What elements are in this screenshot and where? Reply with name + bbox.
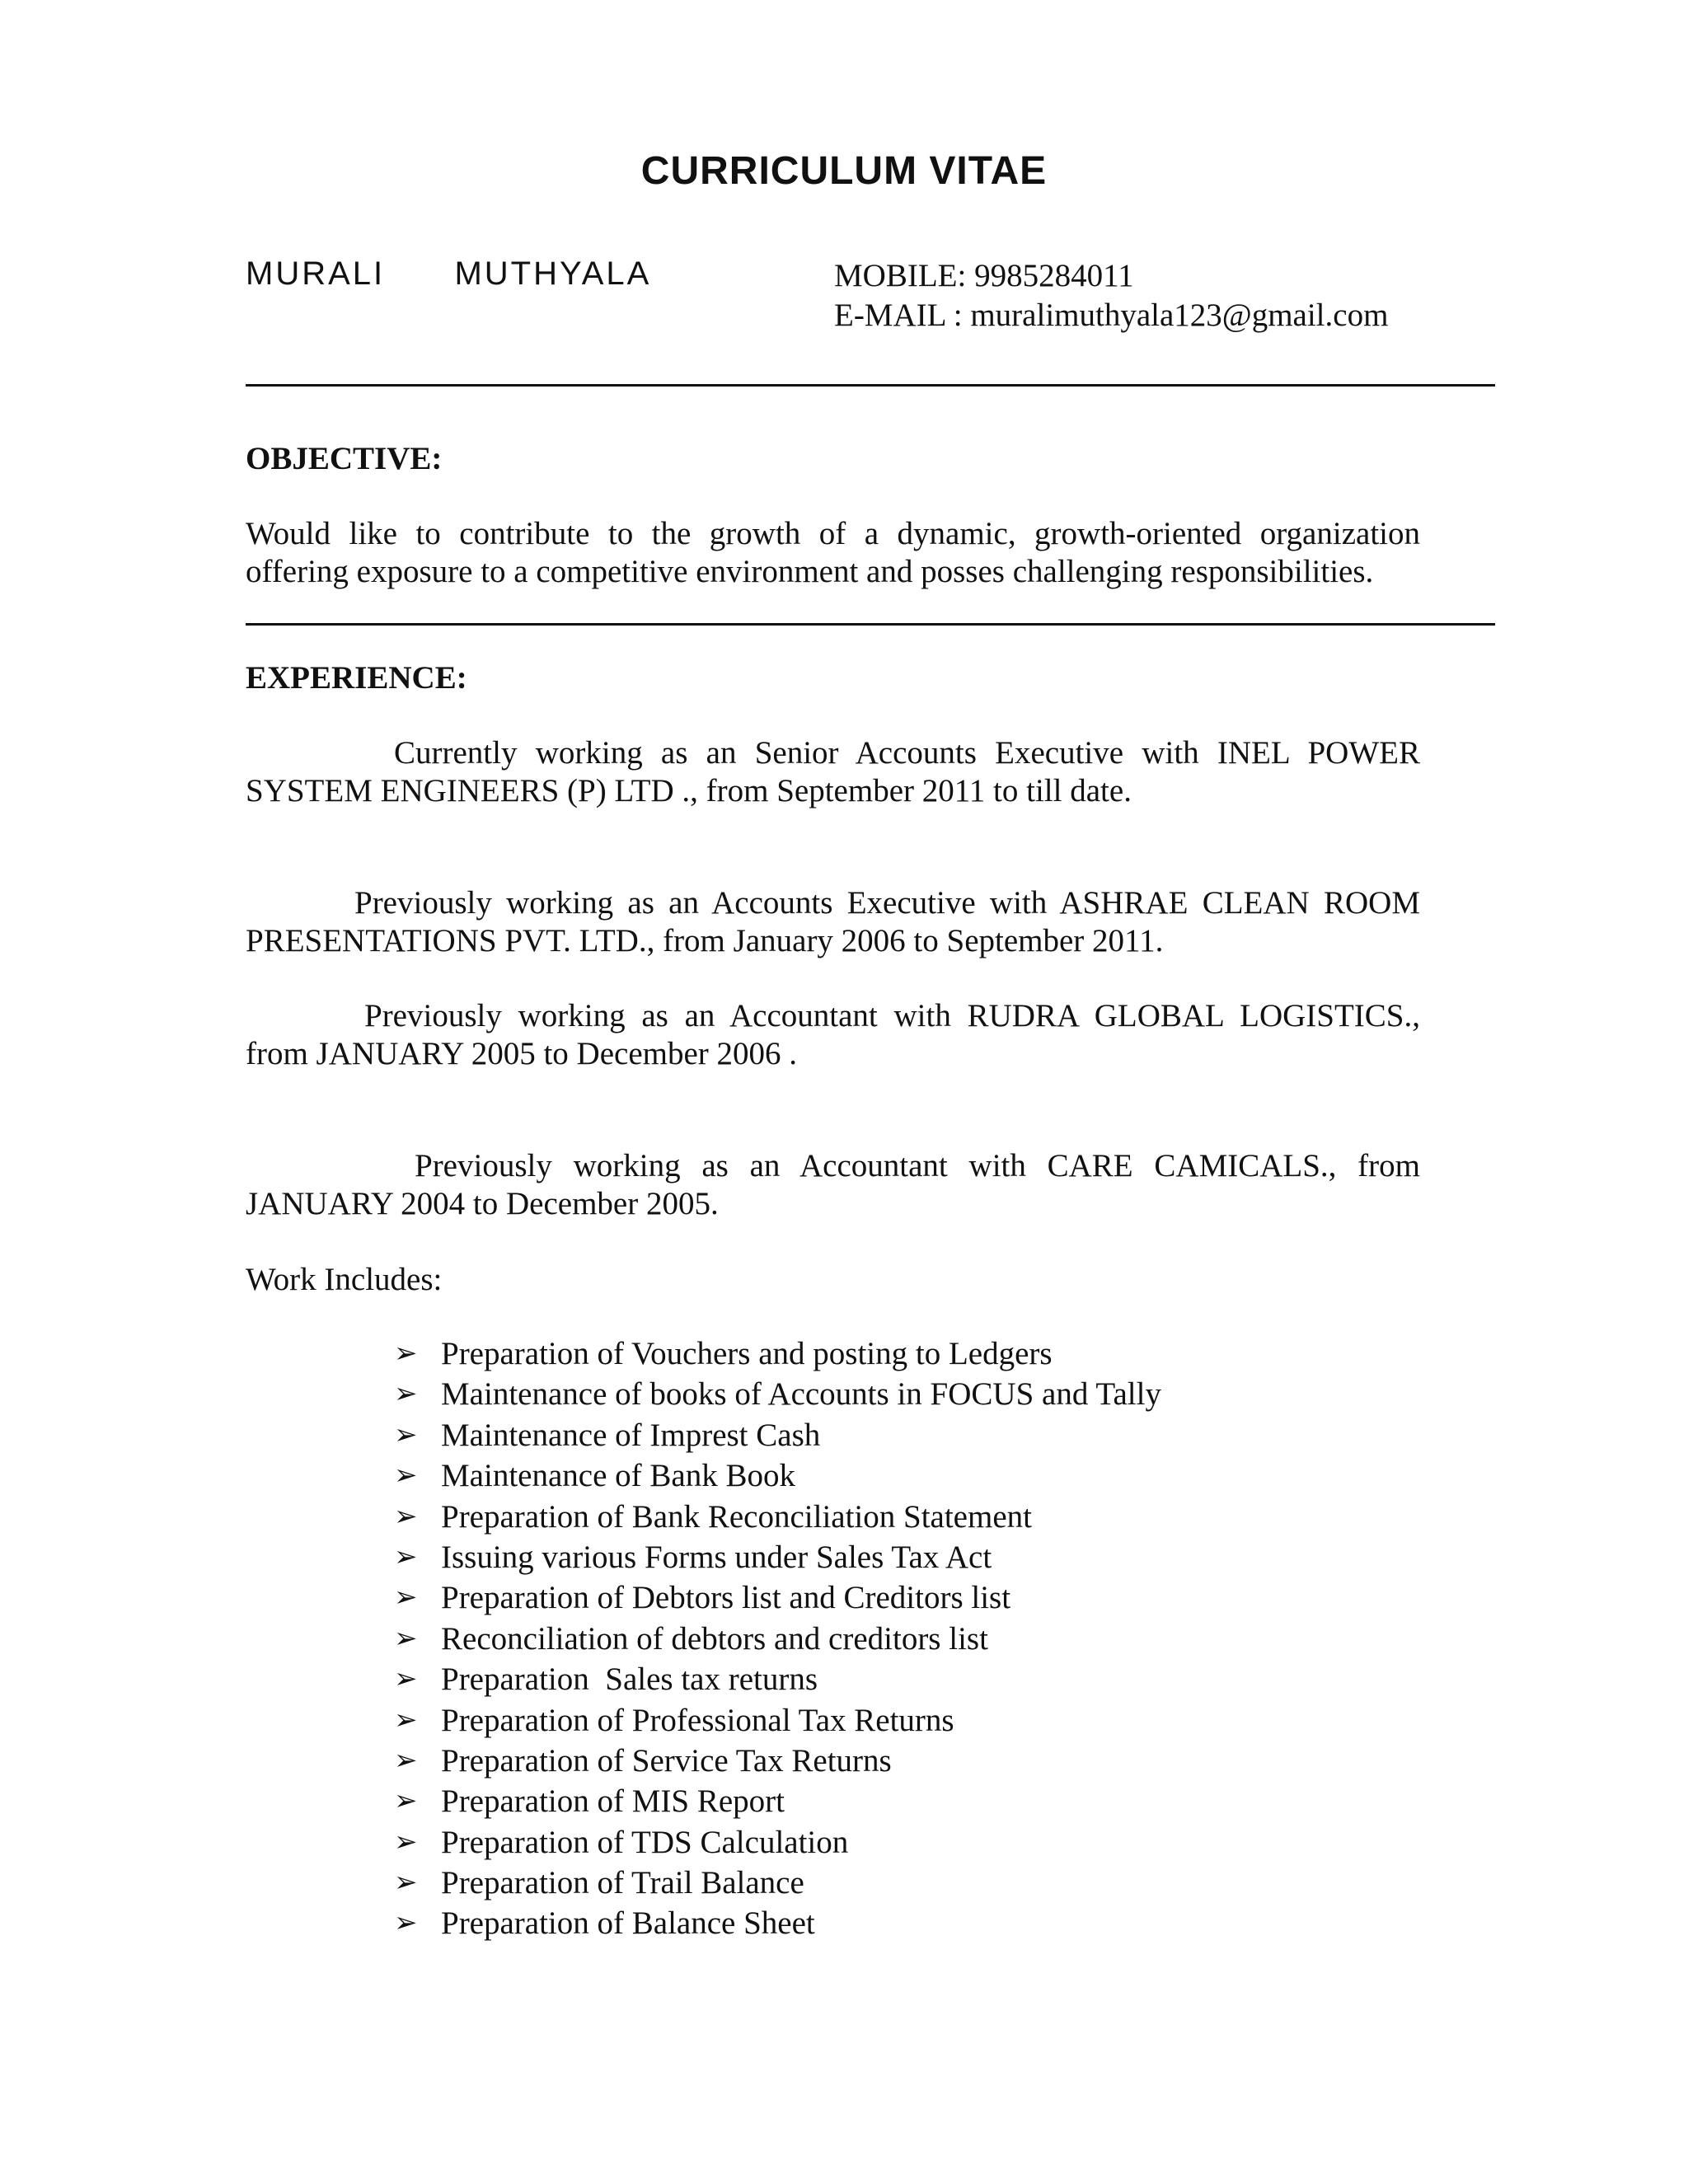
arrow-bullet-icon: ➢ [394,1621,418,1655]
list-item [394,1741,1161,1781]
arrow-bullet-icon: ➢ [394,1337,418,1370]
list-item [394,1700,1161,1741]
list-item-text: Preparation of Service Tax Returns [441,1742,892,1779]
arrow-bullet-icon: ➢ [394,1499,418,1533]
arrow-bullet-icon: ➢ [394,1377,418,1411]
list-item-text: Preparation of Vouchers and posting to Ledgers [441,1336,1053,1371]
experience-entry-line-1: Previously working as an Accounts Executive with ASHRAE CLEAN ROOM [354,885,1420,921]
list-item-text: Preparation of Debtors list and Creditors list [441,1580,1011,1616]
arrow-bullet-icon: ➢ [394,1662,418,1696]
list-item-text: Preparation Sales tax returns [441,1661,818,1698]
list-item [394,1577,1161,1618]
arrow-bullet-icon: ➢ [394,1418,418,1451]
experience-entry-line-1: Previously working as an Accountant with RUDRA GLOBAL LOGISTICS., [364,998,1420,1033]
list-item-text: Preparation of Trail Balance [441,1865,804,1901]
list-item-text: Preparation of Professional Tax Returns [441,1702,954,1738]
objective-text [246,515,1420,591]
list-item-text: Preparation of MIS Report [441,1783,785,1820]
list-item-text: Issuing various Forms under Sales Tax Act [441,1539,992,1575]
list-item-text: Maintenance of Imprest Cash [441,1417,821,1453]
list-item-text: Maintenance of books of Accounts in FOCUS and Tally [441,1376,1161,1413]
work-items-list [394,1333,1161,1944]
work-includes-label: Work Includes: [246,1262,443,1297]
mobile-number: MOBILE: 9985284011 [834,258,1134,293]
arrow-bullet-icon: ➢ [394,1581,418,1615]
list-item [394,1537,1161,1577]
document-title: CURRICULUM VITAE [640,149,1048,193]
arrow-bullet-icon: ➢ [394,1459,418,1493]
arrow-bullet-icon: ➢ [394,1703,418,1736]
arrow-bullet-icon: ➢ [394,1906,418,1940]
divider [246,384,1495,387]
list-item-text: Preparation of Bank Reconciliation Statement [441,1498,1032,1535]
arrow-bullet-icon: ➢ [394,1866,418,1900]
arrow-bullet-icon: ➢ [394,1743,418,1777]
experience-entry-line-1: Currently working as an Senior Accounts Executive with INEL POWER [394,735,1420,771]
arrow-bullet-icon: ➢ [394,1784,418,1818]
experience-entry-line-2: SYSTEM ENGINEERS (P) LTD ., from September 2011 to till date. [246,773,1132,808]
objective-line-1: Would like to contribute to the growth of a dynamic, growth-oriented organization [246,516,1420,551]
list-item [394,1863,1161,1903]
email-address: E-MAIL : muralimuthyala123@gmail.com [834,298,1389,333]
divider [246,623,1495,626]
list-item [394,1619,1161,1659]
experience-entry-line-1: Previously working as an Accountant with CARE CAMICALS., from [415,1148,1420,1183]
experience-entry [246,734,1420,810]
list-item [394,1374,1161,1414]
list-item-text: Maintenance of Bank Book [441,1458,795,1494]
list-item [394,1333,1161,1374]
experience-entry [246,884,1420,960]
list-item [394,1497,1161,1537]
experience-entry-line-2: from JANUARY 2005 to December 2006 . [246,1036,798,1071]
arrow-bullet-icon: ➢ [394,1825,418,1858]
experience-entry-line-2: JANUARY 2004 to December 2005. [246,1186,719,1221]
list-item-text: Preparation of Balance Sheet [441,1905,815,1942]
list-item-text: Reconciliation of debtors and creditors list [441,1620,988,1657]
experience-heading: EXPERIENCE: [246,660,467,696]
list-item [394,1903,1161,1943]
arrow-bullet-icon: ➢ [394,1540,418,1573]
list-item [394,1659,1161,1699]
list-item [394,1822,1161,1863]
list-item-text: Preparation of TDS Calculation [441,1824,849,1860]
experience-entry [246,997,1420,1073]
objective-line-2: offering exposure to a competitive environment and posses challenging responsibilities. [246,554,1374,589]
candidate-name: MURALI MUTHYALA [246,255,652,292]
experience-entry-line-2: PRESENTATIONS PVT. LTD., from January 2006 to September 2011. [246,923,1164,958]
list-item [394,1415,1161,1455]
list-item [394,1455,1161,1496]
objective-heading: OBJECTIVE: [246,441,443,476]
list-item [394,1781,1161,1821]
experience-entry [246,1147,1420,1223]
